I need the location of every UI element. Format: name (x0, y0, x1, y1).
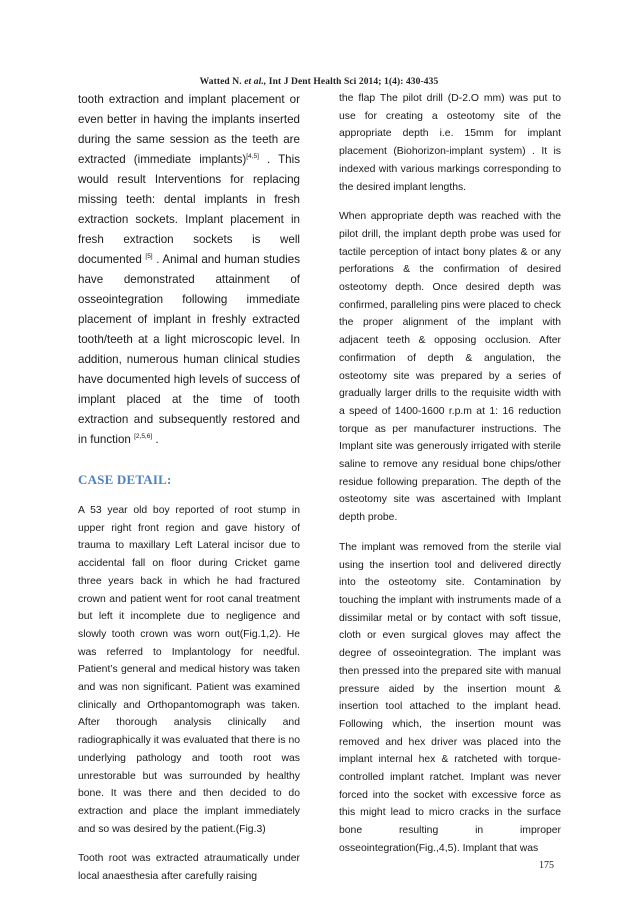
reference-2-5-6: [2,5,6] (134, 433, 153, 440)
left-paragraph-1 (78, 90, 300, 450)
right-column (339, 90, 561, 858)
right-paragraph-2: When appropriate depth was reached with the pilot drill, the implant depth probe was used for tactile perception of intact bony plates & or any perforations & the confirmation of desired osteotomy depth. Once desired depth was confirmed, paralleling pins were placed to check the proper alignment of the implant with adjacent teeth & opposing occlusion. After confirmation of depth & angulation, the osteotomy site was prepared by a series of gradually larger drills to the requisite width with a speed of 1400-1600 r.p.m at 1: 16 reduction torque as per manufacturer instructions. The Implant site was generously irrigated with sterile saline to remove any residual bone chips/other residue following preparation. The depth of the osteotomy site was ascertained with Implant depth probe. (339, 211, 561, 524)
case-detail-heading: CASE DETAIL: (78, 472, 172, 487)
left-p1-text-1: tooth extraction and implant placement or even better in having the implants inserted during the same session as the teeth are extracted (immediate implants) (78, 93, 300, 166)
left-column (78, 90, 300, 886)
reference-4-5: [4,5] (246, 153, 259, 160)
page-number: 175 (539, 860, 554, 871)
right-paragraph-3: The implant was removed from the sterile vial using the insertion tool and delivered directly into the osteotomy site. Contamination by touching the implant with instruments made of a dissimilar metal or by contact with soft tissue, cloth or even surgical gloves may affect the degree of osseointegration. The implant was then pressed into the prepared site with manual pressure aided by the insertion mount & insertion tool attached to the implant head. Following which, the insertion mount was removed and hex driver was placed into the implant internal hex & ratcheted with torque-controlled implant ratchet. Implant was never forced into the socket with excessive force as this might lead to micro cracks in the surface bone resulting in improper osseointegration(Fig.,4,5). Implant that was (339, 541, 561, 854)
header-authors: Watted N. (199, 77, 242, 87)
header-citation: Int J Dent Health Sci 2014; 1(4): 430-435 (268, 77, 439, 87)
right-paragraph-1: the flap The pilot drill (D-2.O mm) was put to use for creating a osteotomy site of the appropriate depth i.e. 15mm for implant placement (Biohorizon-implant system) . It is indexed with various markings corresponding to the desired implant lengths. (339, 93, 561, 193)
running-header (0, 77, 638, 87)
left-p1-text-2: . This would result Interventions for replacing missing teeth: dental implants in fresh extraction sockets. Implant placement in fresh extraction sockets is well documented (78, 153, 300, 266)
left-p1-text-3: . Animal and human studies have demonstrated attainment of osseointegration following immediate placement of implant in freshly extracted tooth/teeth at a light microscopic level. In addition, numerous human clinical studies have documented high levels of success of implant placed at the time of tooth extraction and subsequently restored and in function (78, 253, 300, 446)
left-paragraph-2: A 53 year old boy reported of root stump in upper right front region and gave history of trauma to maxillary Left Lateral incisor due to accidental fall on floor during Cricket game three years back in which he had fractured crown and patient went for root canal treatment but left it incomplete due to negligence and slowly tooth crown was worn out(Fig.1,2). He was referred to Implantology for needful. Patient’s general and medical history was taken and was non significant. Patient was examined clinically and Orthopantomograph was taken. After thorough analysis clinically and radiographically it was evaluated that there is no underlying pathology and tooth root was unrestorable but was surrounded by healthy bone. It was there and then decided to do extraction and place the implant immediately and so was desired by the patient.(Fig.3) (78, 505, 300, 835)
left-p1-text-4: . (152, 433, 159, 446)
left-paragraph-3: Tooth root was extracted atraumatically under local anaesthesia after carefully raising (78, 853, 300, 883)
reference-5: [5] (145, 253, 153, 260)
header-et-al: et al., (244, 77, 267, 87)
